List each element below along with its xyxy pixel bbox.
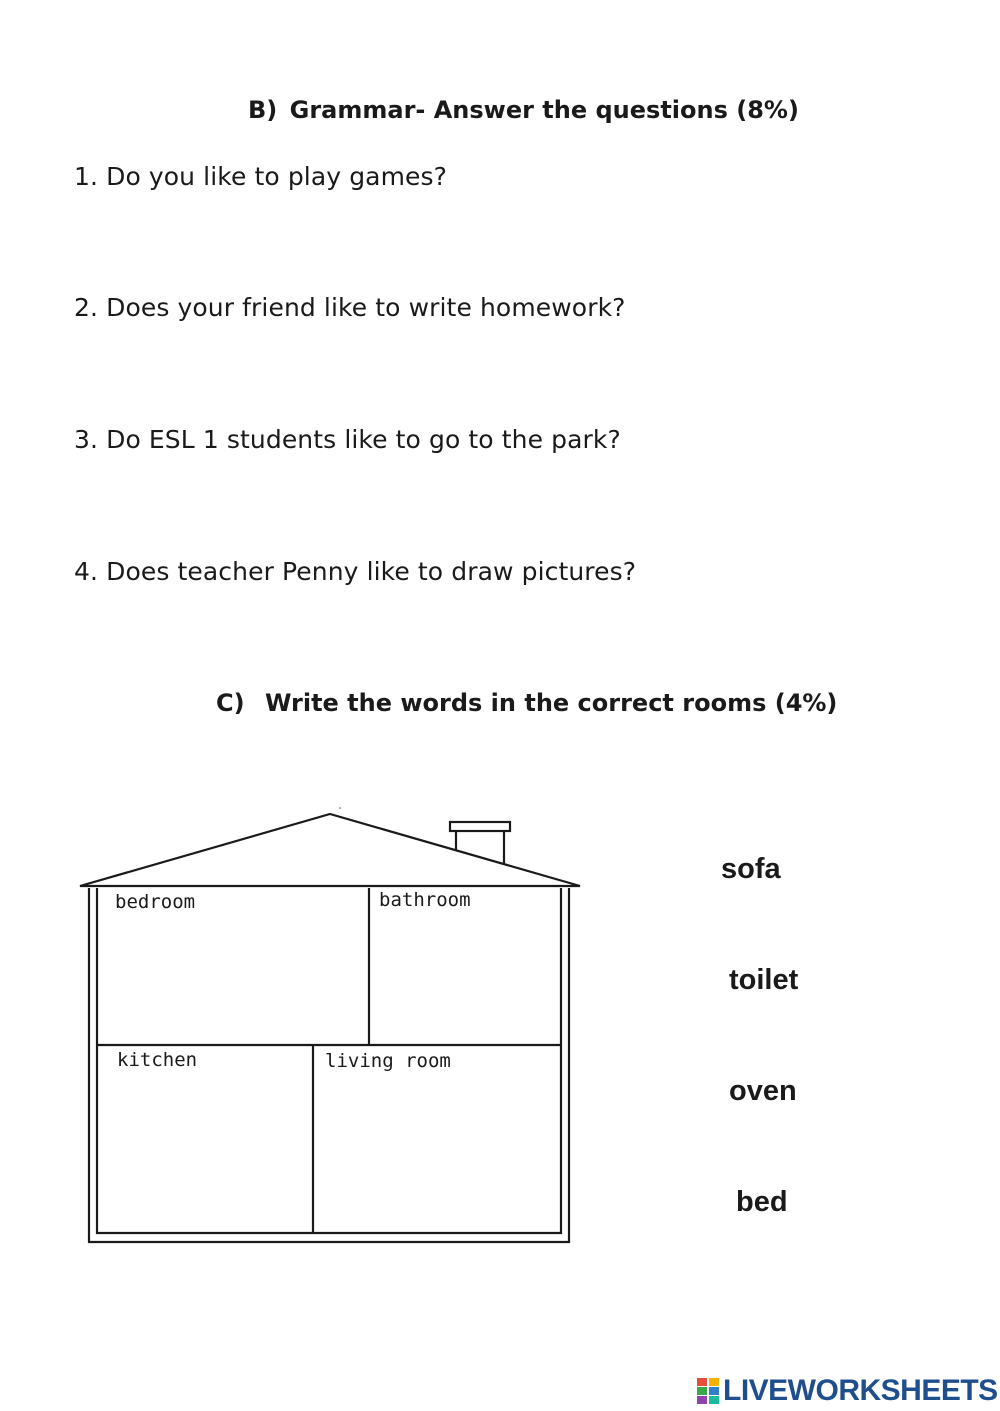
question-3: 3. Do ESL 1 students like to go to the park? (74, 425, 621, 454)
room-label-living-room: living room (325, 1050, 451, 1072)
section-c-title: Write the words in the correct rooms (4%) (264, 689, 838, 717)
room-label-kitchen: kitchen (117, 1049, 198, 1071)
word-toilet: toilet (729, 964, 799, 996)
section-c-letter: C) (216, 689, 245, 717)
word-sofa: sofa (721, 853, 781, 885)
room-label-bedroom: bedroom (115, 891, 196, 913)
question-2: 2. Does your friend like to write homework? (74, 293, 626, 322)
section-b-letter: B) (248, 96, 278, 124)
brand-name: LIVEWORKSHEETS (723, 1374, 998, 1407)
brand-logo (697, 1374, 998, 1408)
question-4: 4. Does teacher Penny like to draw pictures? (74, 557, 637, 586)
section-b-title: Grammar- Answer the questions (8%) (289, 96, 799, 124)
chimney-cap (450, 822, 510, 831)
question-1: 1. Do you like to play games? (74, 162, 448, 191)
word-oven: oven (729, 1075, 797, 1107)
liveworksheets-logo-icon (697, 1376, 721, 1406)
word-bed: bed (736, 1186, 788, 1218)
room-label-bathroom: bathroom (379, 889, 471, 911)
